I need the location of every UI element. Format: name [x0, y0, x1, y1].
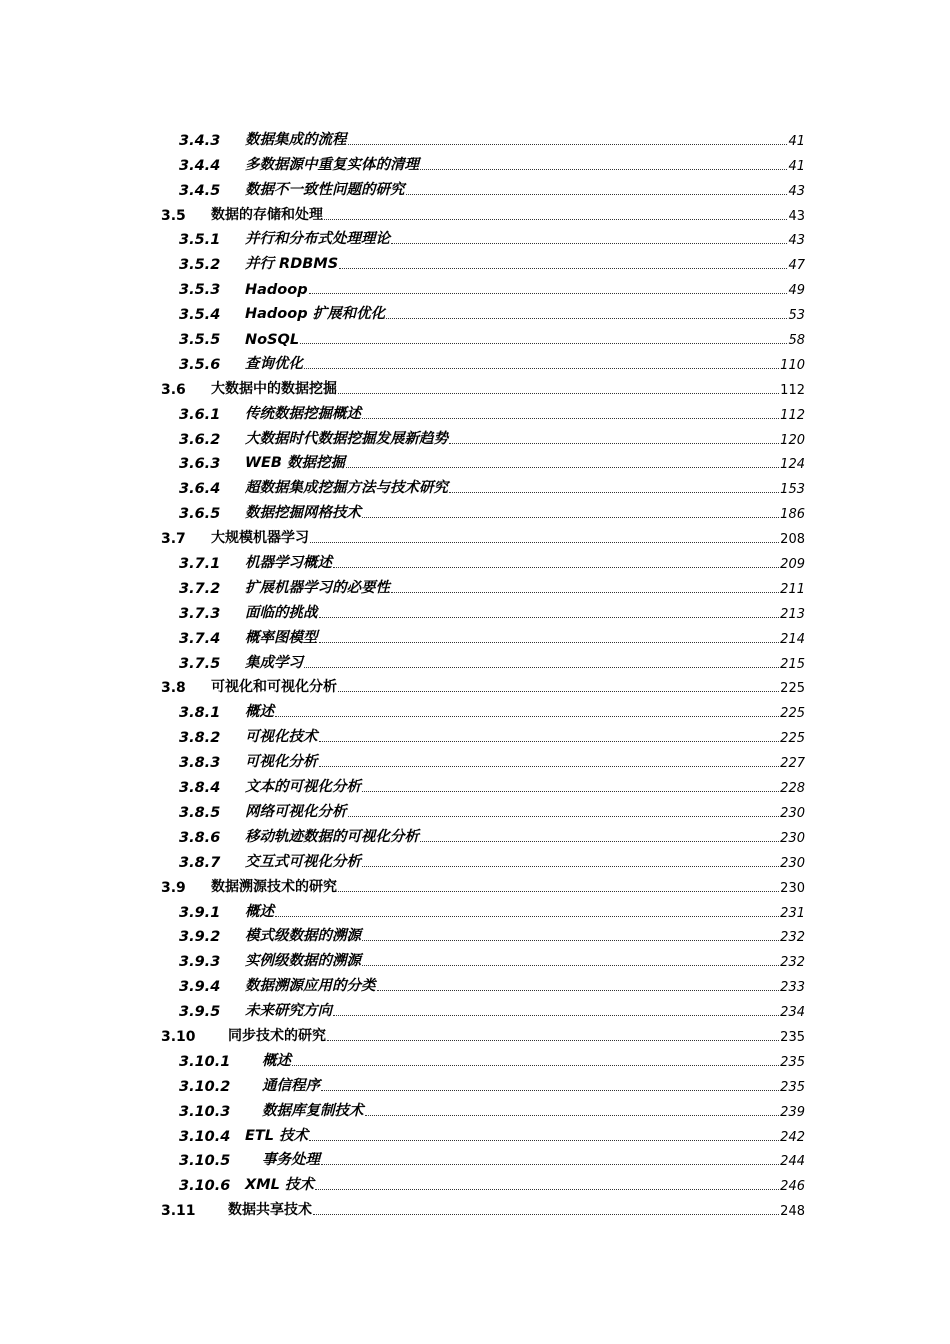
toc-page-number: 235: [780, 1054, 805, 1070]
toc-dot-leader: [420, 841, 779, 842]
toc-entry-title: 未来研究方向: [245, 1003, 332, 1020]
toc-page-number: 49: [788, 283, 805, 299]
toc-entry-number: 3.4.5: [179, 182, 221, 199]
toc-entry-number: 3.5.6: [179, 356, 221, 373]
toc-subsection-entry[interactable]: [0, 224, 950, 249]
toc-entry-number: 3.9.1: [179, 904, 221, 921]
toc-section-entry[interactable]: [0, 199, 950, 224]
toc-dot-leader: [386, 318, 787, 319]
toc-entry-title: 机器学习概述: [245, 555, 332, 572]
toc-dot-leader: [333, 1015, 779, 1016]
toc-entry-number: 3.11: [161, 1203, 196, 1220]
toc-subsection-entry[interactable]: [0, 149, 950, 174]
toc-dot-leader: [377, 990, 780, 991]
toc-page-number: 43: [788, 208, 805, 224]
toc-entry-title: 实例级数据的溯源: [245, 953, 361, 970]
toc-entry-number: 3.8.3: [179, 755, 221, 772]
toc-dot-leader: [362, 418, 779, 419]
toc-dot-leader: [338, 891, 779, 892]
toc-entry-title: XML 技术: [245, 1177, 314, 1194]
toc-dot-leader: [319, 741, 780, 742]
toc-entry-number: 3.9.2: [179, 929, 221, 946]
toc-dot-leader: [313, 1214, 779, 1215]
toc-subsection-entry[interactable]: [0, 746, 950, 771]
toc-page-number: 232: [780, 955, 805, 971]
toc-subsection-entry[interactable]: [0, 323, 950, 348]
toc-page-number: 41: [788, 158, 805, 174]
toc-entry-title: 可视化分析: [245, 754, 318, 771]
toc-page-number: 235: [780, 1079, 805, 1095]
toc-dot-leader: [420, 169, 787, 170]
toc-entry-title: 数据挖掘网格技术: [245, 505, 361, 522]
toc-page-number: 239: [780, 1104, 805, 1120]
toc-page-number: 112: [780, 382, 805, 398]
toc-dot-leader: [339, 268, 787, 269]
toc-page-number: 124: [780, 457, 805, 473]
toc-subsection-entry[interactable]: [0, 348, 950, 373]
toc-page-number: 213: [780, 606, 805, 622]
toc-entry-title: 数据集成的流程: [245, 131, 347, 148]
toc-entry-number: 3.7.4: [179, 630, 221, 647]
toc-subsection-entry[interactable]: [0, 423, 950, 448]
toc-subsection-entry[interactable]: [0, 448, 950, 473]
toc-entry-number: 3.4.3: [179, 132, 221, 149]
toc-subsection-entry[interactable]: [0, 298, 950, 323]
toc-entry-title: 同步技术的研究: [228, 1027, 326, 1044]
toc-entry-number: 3.8.2: [179, 730, 221, 747]
toc-page-number: 230: [780, 830, 805, 846]
toc-entry-title: 概率图模型: [245, 629, 318, 646]
toc-page-number: 235: [780, 1029, 805, 1045]
toc-page-number: 248: [780, 1204, 805, 1220]
toc-entry-number: 3.6.4: [179, 481, 221, 498]
toc-entry-title: 数据溯源应用的分类: [245, 978, 376, 995]
toc-dot-leader: [449, 443, 779, 444]
toc-page-number: 110: [780, 357, 805, 373]
toc-dot-leader: [292, 1065, 779, 1066]
toc-subsection-entry[interactable]: [0, 896, 950, 921]
toc-page-number: 244: [780, 1154, 805, 1170]
toc-entry-title: NoSQL: [245, 332, 300, 349]
toc-subsection-entry[interactable]: [0, 248, 950, 273]
toc-entry-number: 3.9.5: [179, 1004, 221, 1021]
toc-section-entry[interactable]: [0, 522, 950, 547]
toc-dot-leader: [362, 517, 779, 518]
toc-dot-leader: [362, 791, 779, 792]
toc-entry-number: 3.10.2: [179, 1078, 231, 1095]
toc-page-number: 227: [780, 756, 805, 772]
toc-subsection-entry[interactable]: [0, 1145, 950, 1170]
toc-entry-title: 超数据集成挖掘方法与技术研究: [245, 480, 448, 497]
toc-subsection-entry[interactable]: [0, 821, 950, 846]
toc-subsection-entry[interactable]: [0, 696, 950, 721]
toc-entry-title: 数据溯源技术的研究: [211, 878, 337, 895]
toc-dot-leader: [275, 916, 779, 917]
toc-dot-leader: [346, 467, 779, 468]
toc-page-number: 209: [780, 557, 805, 573]
toc-entry-number: 3.5: [161, 207, 186, 224]
toc-subsection-entry[interactable]: [0, 472, 950, 497]
toc-page-number: 53: [788, 308, 805, 324]
toc-subsection-entry[interactable]: [0, 970, 950, 995]
toc-subsection-entry[interactable]: [0, 1045, 950, 1070]
toc-dot-leader: [319, 766, 780, 767]
toc-entry-title: 可视化和可视化分析: [211, 679, 337, 696]
toc-entry-number: 3.7.5: [179, 655, 221, 672]
toc-entry-number: 3.8.6: [179, 829, 221, 846]
toc-dot-leader: [304, 667, 779, 668]
toc-entry-number: 3.6.5: [179, 506, 221, 523]
toc-entry-number: 3.8.5: [179, 804, 221, 821]
toc-entry-number: 3.6.3: [179, 456, 221, 473]
toc-subsection-entry[interactable]: [0, 945, 950, 970]
toc-subsection-entry[interactable]: [0, 1070, 950, 1095]
toc-subsection-entry[interactable]: [0, 497, 950, 522]
toc-dot-leader: [449, 492, 779, 493]
toc-subsection-entry[interactable]: [0, 721, 950, 746]
toc-entry-title: 大数据时代数据挖掘发展新趋势: [245, 430, 448, 447]
toc-page-number: 231: [780, 905, 805, 921]
toc-subsection-entry[interactable]: [0, 796, 950, 821]
toc-entry-title: 数据不一致性问题的研究: [245, 181, 405, 198]
toc-entry-number: 3.4.4: [179, 157, 221, 174]
toc-entry-number: 3.7: [161, 531, 186, 548]
toc-subsection-entry[interactable]: [0, 597, 950, 622]
toc-dot-leader: [362, 965, 779, 966]
toc-entry-number: 3.8.7: [179, 854, 221, 871]
toc-entry-title: 交互式可视化分析: [245, 853, 361, 870]
toc-page-number: 230: [780, 805, 805, 821]
toc-entry-number: 3.5.2: [179, 257, 221, 274]
toc-page-number: 186: [780, 507, 805, 523]
toc-entry-number: 3.10.4: [179, 1128, 231, 1145]
toc-entry-title: 多数据源中重复实体的清理: [245, 156, 419, 173]
toc-page-number: 211: [780, 581, 805, 597]
toc-subsection-entry[interactable]: [0, 547, 950, 572]
toc-section-entry[interactable]: [0, 871, 950, 896]
toc-entry-title: 传统数据挖掘概述: [245, 405, 361, 422]
toc-entry-number: 3.5.3: [179, 282, 221, 299]
toc-entry-number: 3.8: [161, 680, 186, 697]
toc-page-number: 153: [780, 482, 805, 498]
toc-dot-leader: [338, 393, 779, 394]
toc-dot-leader: [365, 1115, 780, 1116]
toc-dot-leader: [309, 293, 788, 294]
toc-entry-number: 3.5.1: [179, 232, 221, 249]
toc-dot-leader: [309, 1140, 779, 1141]
toc-entry-title: 事务处理: [262, 1152, 320, 1169]
toc-entry-title: 通信程序: [262, 1077, 320, 1094]
toc-section-entry[interactable]: [0, 1020, 950, 1045]
toc-dot-leader: [327, 1040, 779, 1041]
toc-dot-leader: [333, 567, 779, 568]
toc-dot-leader: [321, 1090, 779, 1091]
toc-entry-number: 3.5.4: [179, 307, 221, 324]
toc-dot-leader: [275, 716, 779, 717]
toc-entry-number: 3.8.1: [179, 705, 221, 722]
toc-entry-number: 3.7.2: [179, 580, 221, 597]
toc-page-number: 112: [780, 407, 805, 423]
toc-entry-title: 并行和分布式处理理论: [245, 231, 390, 248]
toc-entry-title: 可视化技术: [245, 729, 318, 746]
toc-entry-number: 3.10.3: [179, 1103, 231, 1120]
toc-subsection-entry[interactable]: [0, 771, 950, 796]
toc-page-number: 232: [780, 930, 805, 946]
toc-page-number: 58: [788, 333, 805, 349]
toc-page-number: 120: [780, 432, 805, 448]
toc-subsection-entry[interactable]: [0, 174, 950, 199]
toc-dot-leader: [319, 617, 780, 618]
toc-entry-number: 3.9.3: [179, 954, 221, 971]
toc-entry-title: 大规模机器学习: [211, 530, 309, 547]
toc-entry-title: 移动轨迹数据的可视化分析: [245, 828, 419, 845]
toc-page-number: 225: [780, 731, 805, 747]
toc-entry-title: ETL 技术: [245, 1127, 309, 1144]
toc-section-entry[interactable]: [0, 672, 950, 697]
toc-entry-title: 数据共享技术: [228, 1202, 312, 1219]
toc-dot-leader: [348, 816, 780, 817]
toc-entry-number: 3.10.5: [179, 1153, 231, 1170]
toc-subsection-entry[interactable]: [0, 995, 950, 1020]
toc-subsection-entry[interactable]: [0, 124, 950, 149]
toc-entry-title: 大数据中的数据挖掘: [211, 380, 337, 397]
toc-entry-title: 概述: [245, 704, 274, 721]
toc-entry-title: 模式级数据的溯源: [245, 928, 361, 945]
toc-dot-leader: [319, 642, 780, 643]
toc-entry-title: Hadoop: [245, 282, 308, 299]
toc-entry-title: 并行 RDBMS: [245, 256, 339, 273]
toc-entry-title: 集成学习: [245, 654, 303, 671]
toc-entry-title: 数据的存储和处理: [211, 206, 323, 223]
toc-subsection-entry[interactable]: [0, 647, 950, 672]
toc-entry-number: 3.7.1: [179, 556, 221, 573]
toc-subsection-entry[interactable]: [0, 846, 950, 871]
toc-subsection-entry[interactable]: [0, 1120, 950, 1145]
toc-subsection-entry[interactable]: [0, 273, 950, 298]
toc-dot-leader: [338, 691, 779, 692]
toc-dot-leader: [348, 144, 788, 145]
toc-page-number: 230: [780, 880, 805, 896]
toc-page-number: 208: [780, 532, 805, 548]
toc-page-number: 215: [780, 656, 805, 672]
toc-page-number: 43: [788, 183, 805, 199]
toc-entry-number: 3.7.3: [179, 605, 221, 622]
toc-page-number: 234: [780, 1005, 805, 1021]
toc-page-number: 228: [780, 781, 805, 797]
toc-section-entry[interactable]: [0, 373, 950, 398]
toc-dot-leader: [362, 866, 779, 867]
toc-entry-number: 3.6.1: [179, 406, 221, 423]
toc-entry-title: Hadoop 扩展和优化: [245, 306, 386, 323]
toc-dot-leader: [362, 940, 779, 941]
toc-subsection-entry[interactable]: [0, 1169, 950, 1194]
toc-subsection-entry[interactable]: [0, 622, 950, 647]
toc-page-number: 43: [788, 233, 805, 249]
toc-entry-number: 3.6: [161, 381, 186, 398]
toc-dot-leader: [315, 1189, 779, 1190]
toc-entry-title: 文本的可视化分析: [245, 779, 361, 796]
toc-entry-number: 3.6.2: [179, 431, 221, 448]
toc-dot-leader: [300, 343, 787, 344]
toc-subsection-entry[interactable]: [0, 1095, 950, 1120]
toc-entry-title: 数据库复制技术: [262, 1102, 364, 1119]
table-of-contents: [0, 124, 950, 1219]
toc-page-number: 225: [780, 681, 805, 697]
toc-subsection-entry[interactable]: [0, 398, 950, 423]
toc-page-number: 246: [780, 1179, 805, 1195]
toc-page-number: 230: [780, 855, 805, 871]
toc-entry-title: 扩展机器学习的必要性: [245, 579, 390, 596]
toc-dot-leader: [406, 194, 788, 195]
toc-page-number: 214: [780, 631, 805, 647]
toc-dot-leader: [304, 368, 779, 369]
toc-entry-title: 概述: [262, 1052, 291, 1069]
toc-dot-leader: [324, 219, 787, 220]
toc-entry-title: 网络可视化分析: [245, 803, 347, 820]
toc-entry-title: 面临的挑战: [245, 604, 318, 621]
toc-section-entry[interactable]: [0, 1194, 950, 1219]
toc-entry-number: 3.10: [161, 1028, 196, 1045]
toc-page-number: 225: [780, 706, 805, 722]
toc-page-number: 242: [780, 1129, 805, 1145]
toc-entry-number: 3.10.1: [179, 1053, 231, 1070]
toc-subsection-entry[interactable]: [0, 572, 950, 597]
toc-entry-number: 3.9: [161, 879, 186, 896]
toc-entry-title: 概述: [245, 903, 274, 920]
toc-entry-number: 3.9.4: [179, 979, 221, 996]
toc-page-number: 41: [788, 133, 805, 149]
toc-entry-title: 查询优化: [245, 355, 303, 372]
toc-dot-leader: [391, 592, 779, 593]
toc-entry-title: WEB 数据挖掘: [245, 455, 345, 472]
toc-page-number: 47: [788, 258, 805, 274]
toc-entry-number: 3.10.6: [179, 1178, 231, 1195]
toc-entry-number: 3.8.4: [179, 780, 221, 797]
toc-page-number: 233: [780, 980, 805, 996]
toc-dot-leader: [321, 1164, 779, 1165]
toc-subsection-entry[interactable]: [0, 921, 950, 946]
toc-entry-number: 3.5.5: [179, 332, 221, 349]
toc-dot-leader: [310, 542, 779, 543]
toc-dot-leader: [391, 243, 787, 244]
